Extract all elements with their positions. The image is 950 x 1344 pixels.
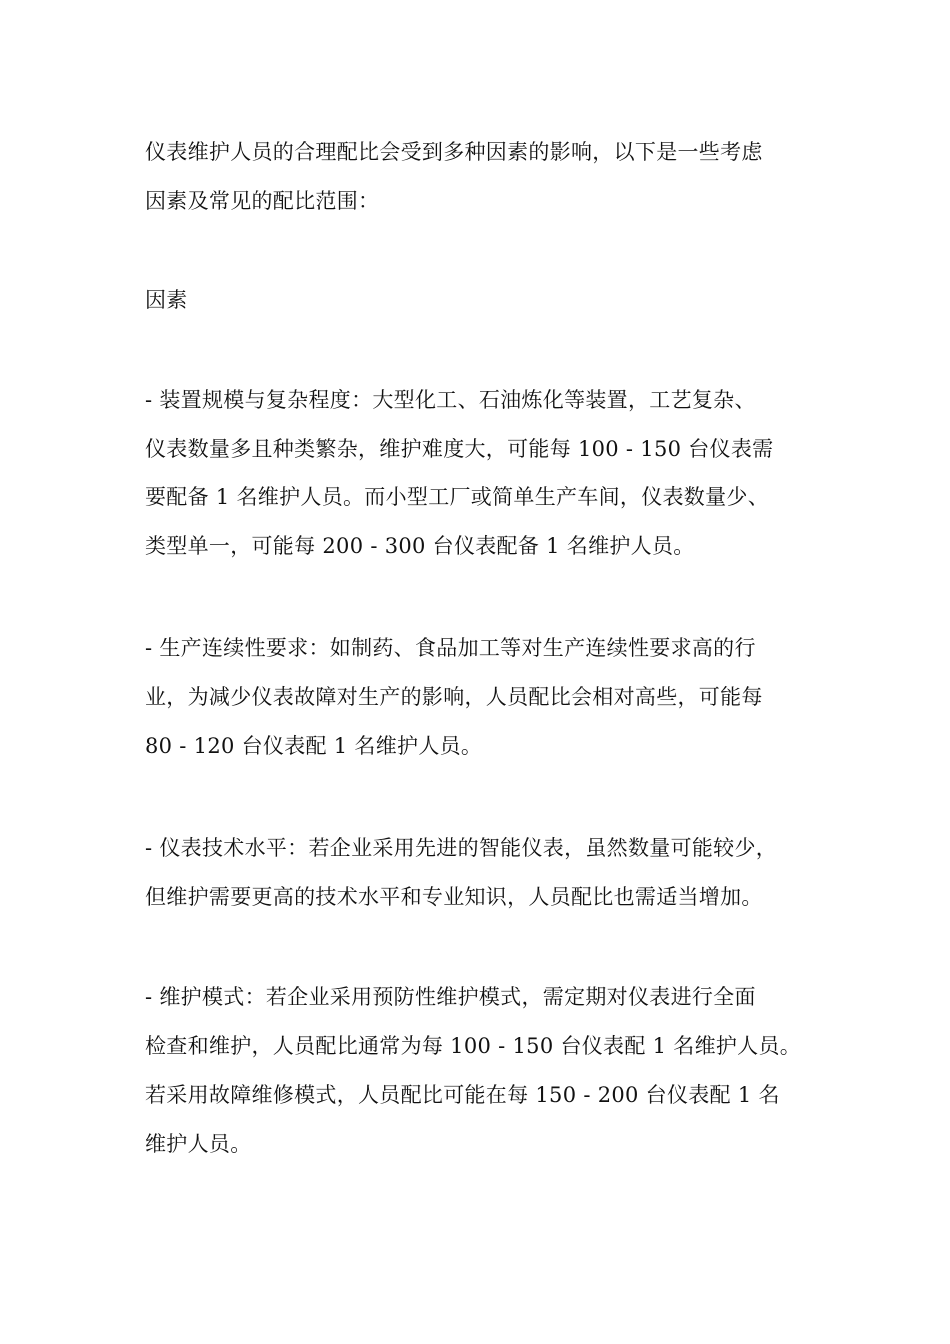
intro-line: 仪表维护人员的合理配比会受到多种因素的影响，以下是一些考虑 [145,140,763,164]
factor-continuity-line: 业，为减少仪表故障对生产的影响，人员配比会相对高些，可能每 [145,685,763,709]
factor-scale-line: 要配备 1 名维护人员。而小型工厂或简单生产车间，仪表数量少、 [145,485,770,509]
factor-technology-line: 但维护需要更高的技术水平和专业知识，人员配比也需适当增加。 [145,885,763,909]
factor-maintenance-mode-line: 若采用故障维修模式，人员配比可能在每 150 - 200 台仪表配 1 名 [145,1083,780,1107]
factor-continuity-line: 80 - 120 台仪表配 1 名维护人员。 [145,734,483,758]
intro-line: 因素及常见的配比范围： [145,189,380,213]
factor-scale-line: 类型单一，可能每 200 - 300 台仪表配备 1 名维护人员。 [145,534,695,558]
factor-maintenance-mode-line: - 维护模式：若企业采用预防性维护模式，需定期对仪表进行全面 [145,985,756,1009]
factor-scale-line: - 装置规模与复杂程度：大型化工、石油炼化等装置，工艺复杂、 [145,388,756,412]
factor-scale-line: 仪表数量多且种类繁杂，维护难度大，可能每 100 - 150 台仪表需 [145,437,774,461]
factor-technology-line: - 仪表技术水平：若企业采用先进的智能仪表，虽然数量可能较少， [145,836,778,860]
factor-maintenance-mode-line: 维护人员。 [145,1132,252,1156]
section-heading: 因素 [145,288,188,312]
factor-maintenance-mode-line: 检查和维护，人员配比通常为每 100 - 150 台仪表配 1 名维护人员。 [145,1034,802,1058]
factor-continuity-line: - 生产连续性要求：如制药、食品加工等对生产连续性要求高的行 [145,636,756,660]
